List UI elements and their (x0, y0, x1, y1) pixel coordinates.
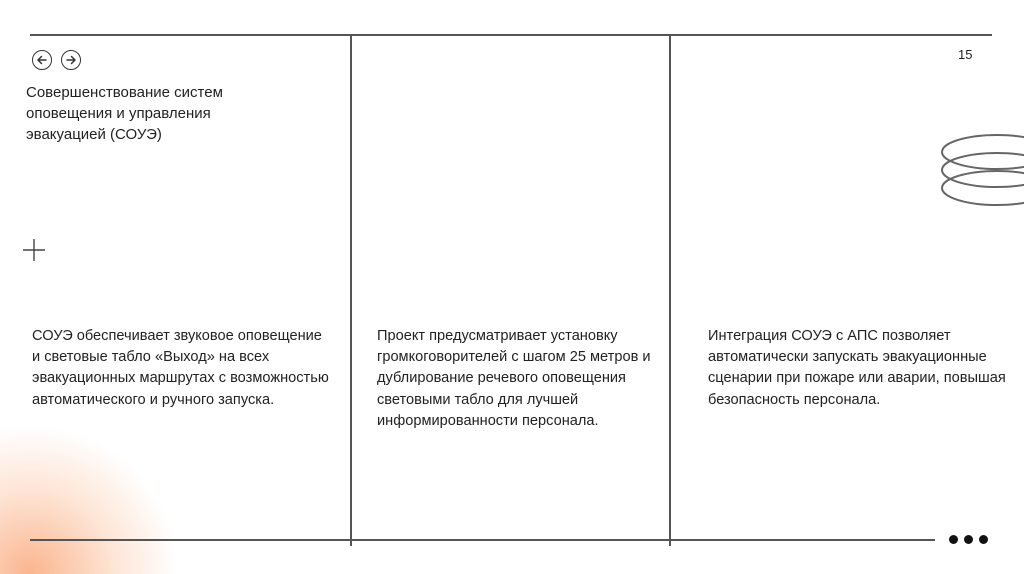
dot (979, 535, 988, 544)
arrow-right-icon (65, 54, 77, 66)
dot (964, 535, 973, 544)
bottom-divider (30, 539, 935, 541)
stacked-rings-icon (937, 130, 1024, 212)
next-slide-button[interactable] (61, 50, 81, 70)
plus-icon (22, 238, 46, 262)
column-1-text: СОУЭ обеспечивает звуковое оповещение и световые табло «Выход» на всех эвакуационных маршрутах с возможностью автоматического и ручного запуска. (32, 328, 329, 408)
slide-title: Совершенствование систем оповещения и управления эвакуацией (СОУЭ) (26, 84, 223, 143)
more-dots-icon[interactable] (949, 535, 988, 544)
top-divider (30, 34, 992, 36)
page-number: 15 (958, 47, 973, 62)
column-2-text: Проект предусматривает установку громкоговорителей с шагом 25 метров и дублирование речевого оповещения световыми табло для лучшей информированности персонала. (377, 328, 651, 429)
column-divider-2 (669, 34, 671, 546)
prev-slide-button[interactable] (32, 50, 52, 70)
arrow-left-icon (36, 54, 48, 66)
column-3-text: Интеграция СОУЭ с АПС позволяет автоматически запускать эвакуационные сценарии при пожаре или аварии, повышая безопасность персонала. (708, 328, 1006, 408)
orange-glow-decoration (0, 424, 180, 574)
dot (949, 535, 958, 544)
column-divider-1 (350, 34, 352, 546)
